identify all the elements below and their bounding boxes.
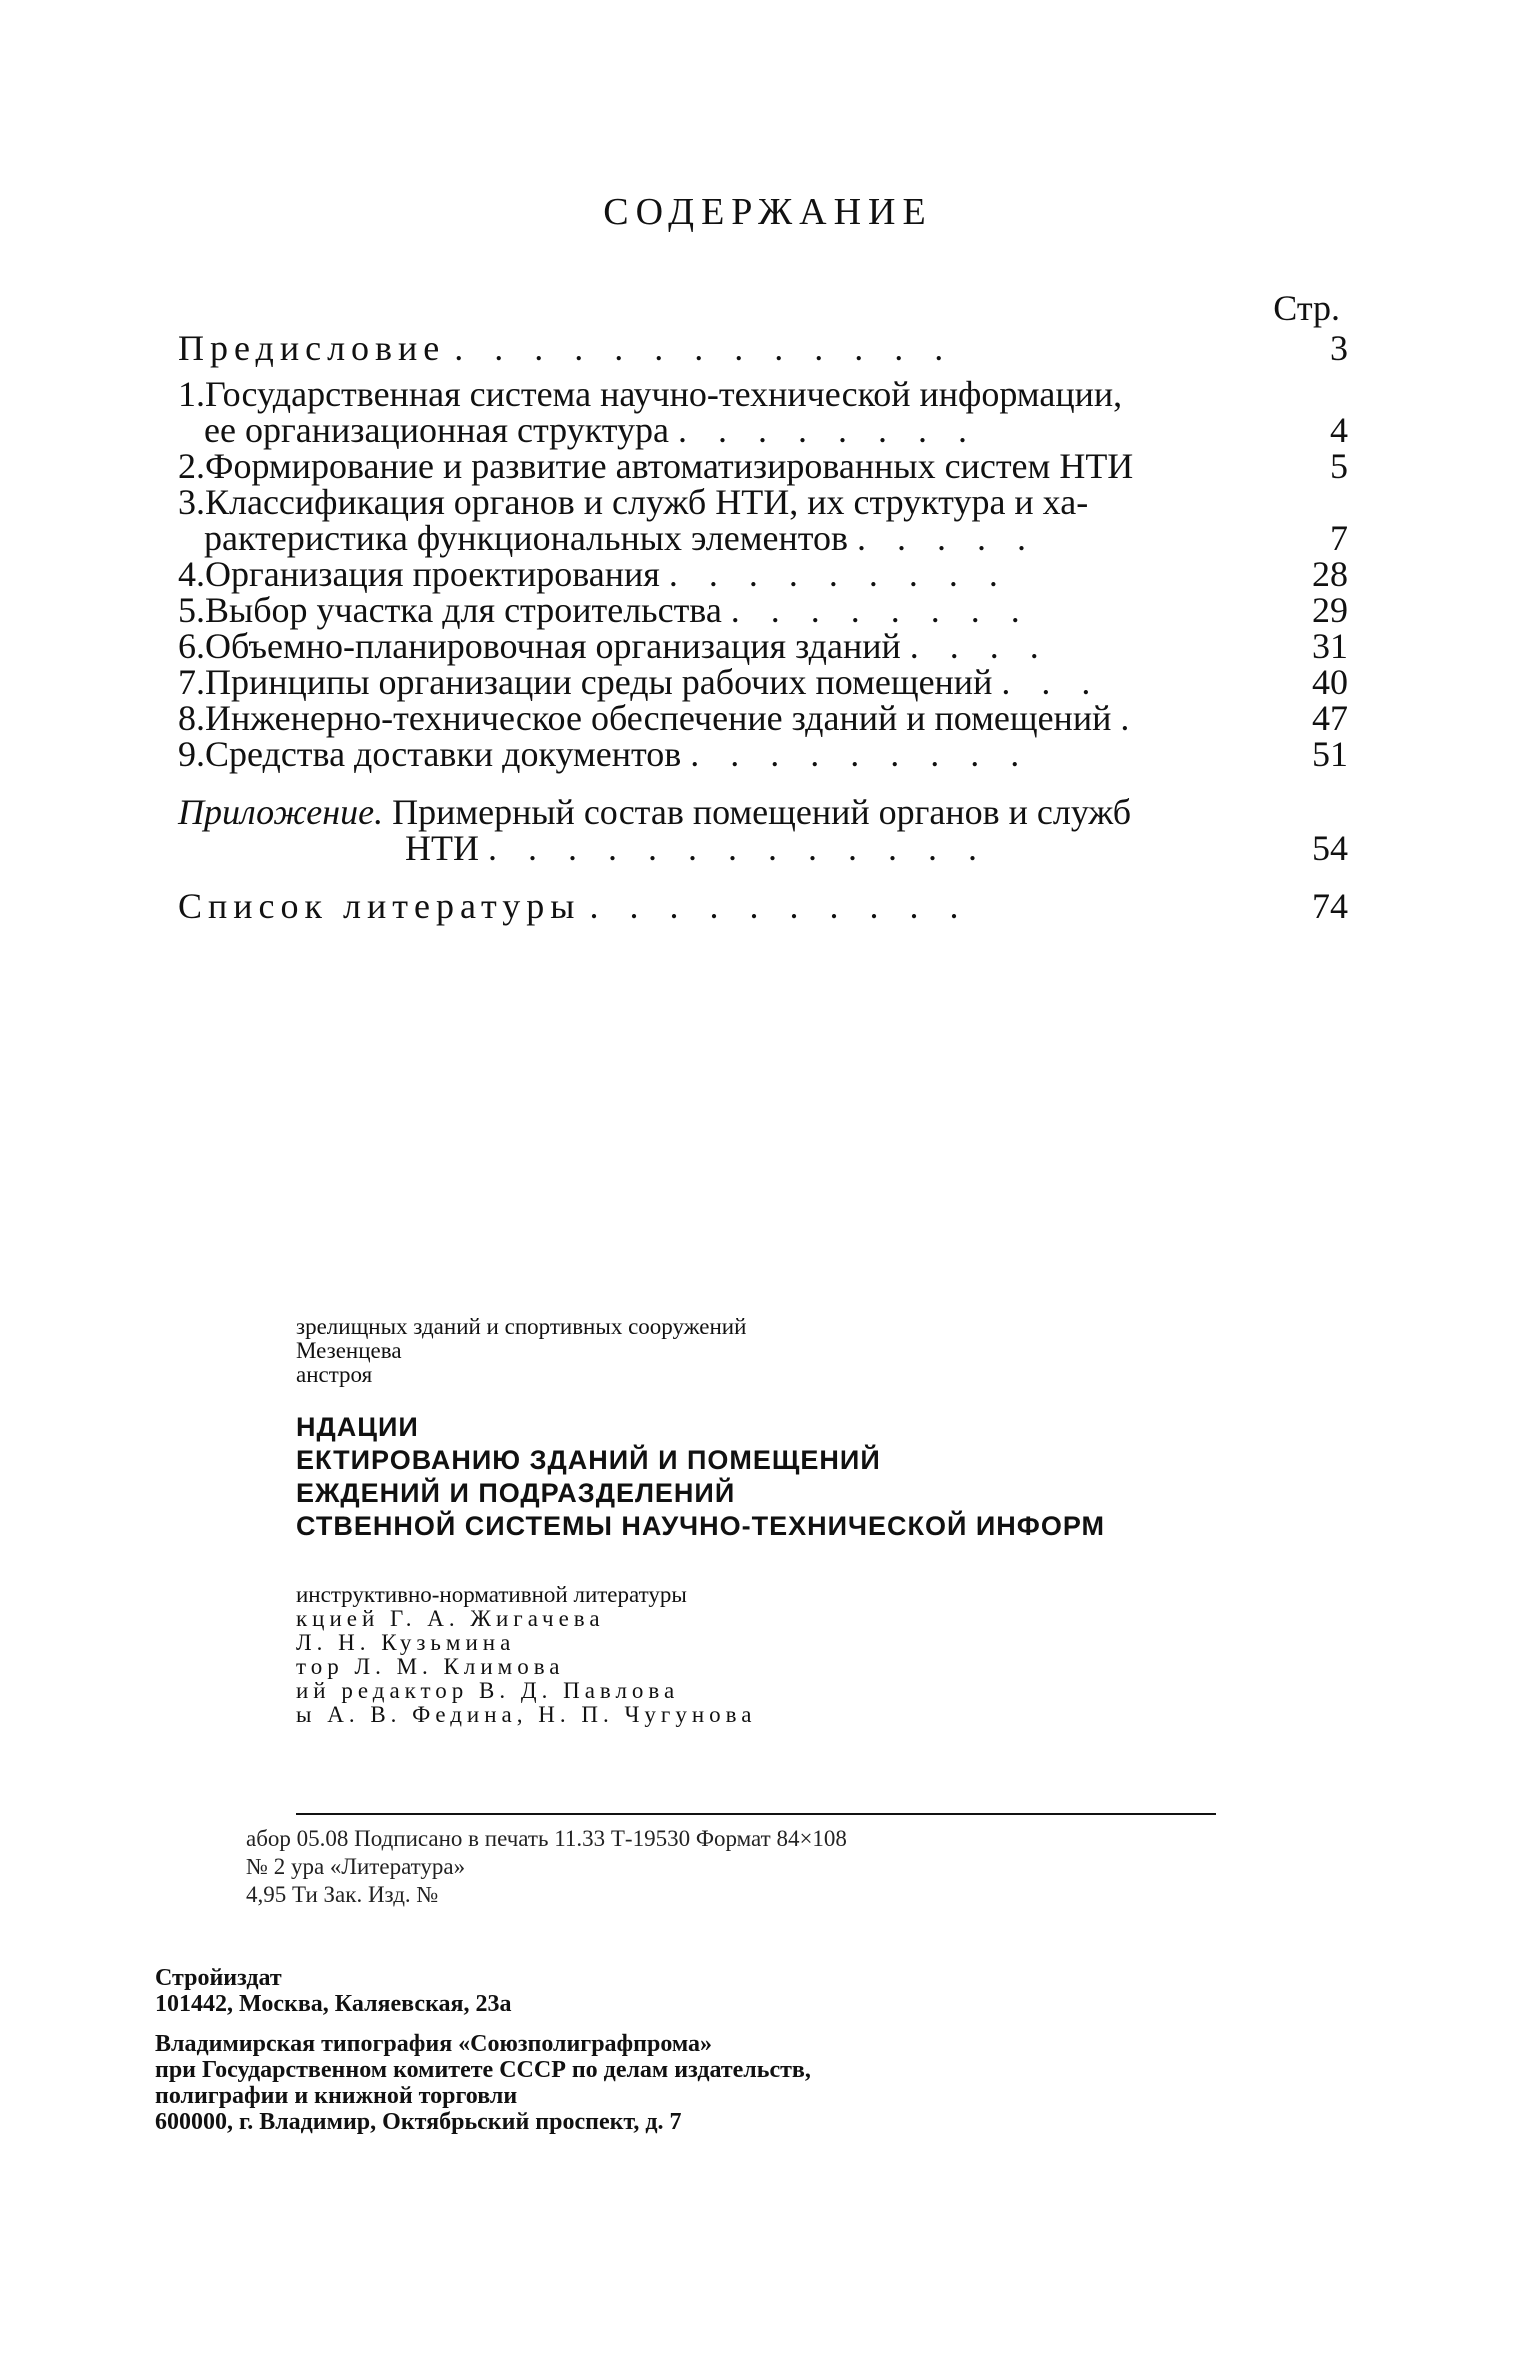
toc-entry-text: Объемно-планировочная организация зданий [205,626,901,666]
toc-page-number: 74 [1312,886,1348,926]
toc-entry-text: Средства доставки документов [205,734,682,774]
imprint-caps-line: ЕКТИРОВАНИЮ ЗДАНИЙ И ПОМЕЩЕНИЙ [296,1445,881,1475]
imprint-block [296,1315,1276,1727]
toc-entry-number: 1. [178,374,205,414]
leader-dots: . . . . . . . . [730,590,1031,630]
toc-entry-6 [178,628,1348,664]
leader-dots: . . . . . . . . . . [589,886,970,926]
toc-entry-preface [178,330,1348,366]
toc-page-number: 3 [1330,328,1348,368]
toc-entry-text: Классификация органов и служб НТИ, их структура и ха- [205,482,1089,522]
toc-entry-text: рактеристика функциональных элементов [204,518,849,558]
leader-dots: . . . . . . . . . . . . . [488,828,988,868]
toc-entry-2 [178,448,1348,484]
toc-page-number: 29 [1312,590,1348,630]
toc-entry-5 [178,592,1348,628]
imprint-caps-line: СТВЕННОЙ СИСТЕМЫ НАУЧНО-ТЕХНИЧЕСКОЙ ИНФОРМ [296,1511,1105,1541]
publisher-name: Стройиздат [155,1965,282,1991]
toc-page-number: 47 [1312,698,1348,738]
printer-line: полиграфии и книжной торговли [155,2083,518,2109]
table-of-contents [178,290,1348,924]
credit-line: кцией Г. А. Жигачева [296,1606,605,1631]
printer-address: 600000, г. Владимир, Октябрьский проспект, д. 7 [155,2109,682,2135]
output-data-line: 4,95 Ти Зак. Изд. № [246,1882,439,1907]
imprint-line: зрелищных зданий и спортивных сооружений [296,1314,747,1339]
publisher-block [155,1965,1255,2135]
toc-entry-text: Организация проектирования [205,554,660,594]
toc-page-number: 51 [1312,734,1348,774]
toc-page-number: 31 [1312,626,1348,666]
divider [296,1813,1216,1815]
toc-entry-text: Формирование и развитие автоматизированных систем НТИ [205,446,1134,486]
printer-line: при Государственном комитете СССР по делам издательств, [155,2057,811,2083]
toc-entry-8 [178,700,1348,736]
toc-entry-text: НТИ [405,828,479,868]
leader-dots: . . . . . . . . . [668,554,1009,594]
credit-line: ий редактор В. Д. Павлова [296,1678,680,1703]
publisher-address: 101442, Москва, Каляевская, 23а [155,1991,512,2017]
leader-dots: . . . . . [857,518,1038,558]
toc-entry-number: 4. [178,554,205,594]
output-data-line: абор 05.08 Подписано в печать 11.33 Т-19530 Формат 84×108 [246,1826,847,1851]
leader-dots: . . . [1001,662,1102,702]
page-title: СОДЕРЖАНИЕ [603,191,933,233]
toc-entry-appendix [178,794,1348,866]
toc-entry-number: 3. [178,482,205,522]
toc-page-number: 4 [1330,410,1348,450]
page-column-label: Стр. [1273,288,1340,328]
toc-entry-text: Примерный состав помещений органов и служб [392,792,1132,832]
toc-entry-number: 5. [178,590,205,630]
leader-dots: . . . . . . . . [677,410,978,450]
toc-page-number: 28 [1312,554,1348,594]
imprint-caps-line: ЕЖДЕНИЙ И ПОДРАЗДЕЛЕНИЙ [296,1478,736,1508]
toc-entry-number: 7. [178,662,205,702]
leader-dots: . . . . . . . . . . . . . [454,328,955,368]
leader-dots: . [1120,698,1141,738]
toc-entry-text: Государственная система научно-технической информации, [205,374,1123,414]
credit-line: ы А. В. Федина, Н. П. Чугунова [296,1702,757,1727]
toc-page-number: 7 [1330,518,1348,558]
printer-name: Владимирская типография «Союзполиграфпрома» [155,2031,713,2057]
toc-entry-text: Выбор участка для строительства [205,590,722,630]
imprint-caps-line: НДАЦИИ [296,1412,419,1442]
leader-dots: . . . . [909,626,1050,666]
credit-line: тор Л. М. Климова [296,1654,565,1679]
imprint-line: анстроя [296,1362,373,1387]
toc-entry-7 [178,664,1348,700]
imprint-line: Мезенцева [296,1338,402,1363]
toc-page-number: 5 [1330,446,1348,486]
toc-entry-text: Предисловие [178,328,446,368]
toc-entry-text: ее организационная структура [204,410,669,450]
credit-line: Л. Н. Кузьмина [296,1630,516,1655]
toc-entry-text: Список литературы [178,886,581,926]
toc-entry-number: 6. [178,626,205,666]
credit-line: инструктивно-нормативной литературы [296,1582,687,1607]
output-data-line: № 2 ура «Литература» [246,1854,466,1879]
toc-page-number: 54 [1312,828,1348,868]
toc-entry-text: Инженерно-техническое обеспечение зданий и помещений [205,698,1112,738]
toc-entry-text: Принципы организации среды рабочих помещений [205,662,993,702]
appendix-label: Приложение. [178,792,384,832]
toc-entry-number: 2. [178,446,205,486]
output-data [246,1825,1246,1909]
toc-entry-4 [178,556,1348,592]
toc-page-number: 40 [1312,662,1348,702]
toc-entry-number: 8. [178,698,205,738]
toc-entry-9 [178,736,1348,772]
leader-dots: . . . . . . . . . [690,734,1031,774]
toc-entry-1 [178,376,1348,448]
toc-entry-number: 9. [178,734,205,774]
toc-entry-3 [178,484,1348,556]
toc-entry-references [178,888,1348,924]
